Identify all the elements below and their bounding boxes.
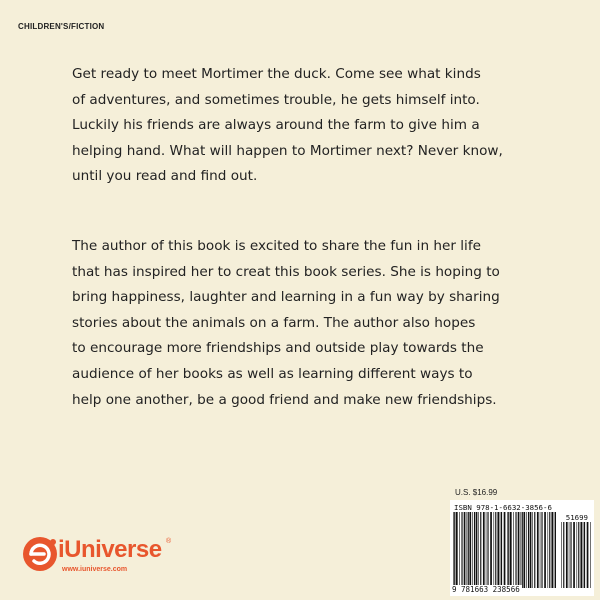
author-line: bring happiness, laughter and learning in a fun way by sharing [72,289,500,306]
barcode-bar [461,512,462,588]
category-label: CHILDREN'S/FICTION [18,22,105,31]
barcode-bar [507,512,508,588]
author-paragraph [72,234,536,413]
author-line: to encourage more friendships and outside play towards the [72,340,484,357]
description-line: Get ready to meet Mortimer the duck. Come see what kinds [72,66,481,82]
ean-digits: 9 781663 238566 [452,585,520,594]
barcode-bar [534,512,535,588]
barcode-bar [510,512,512,588]
barcode-bar [464,512,466,588]
price-addon-code: 51699 [565,513,588,522]
barcode-bar [523,512,525,588]
author-line: that has inspired her to creat this book series. She is hoping to [72,263,500,280]
barcode-bar [504,512,506,588]
barcode-bar [537,512,539,588]
description-line: until you read and find out. [72,168,258,185]
isbn-text: ISBN 978-1-6632-3856-6 [454,503,552,512]
barcode-bar [480,512,481,588]
author-line: audience of her books as well as learning different ways to [72,365,473,382]
barcode-bar [467,512,468,588]
barcode-bar [541,512,542,588]
barcode-bar [578,522,579,588]
barcode-bar [530,512,532,588]
barcode-bar [518,512,520,588]
barcode-bar [478,512,479,588]
ean-barcode-bars [452,512,556,588]
barcode-bar [522,512,523,588]
barcode-bar [551,512,553,588]
description-line: of adventures, and sometimes trouble, he gets himself into. [72,91,480,108]
addon-barcode-bars [560,522,592,588]
author-line: stories about the animals on a farm. The author also hopes [72,314,476,331]
description-paragraph [72,62,536,190]
barcode-bar [486,512,487,588]
barcode-bar [508,512,509,588]
barcode-bar [554,512,555,588]
barcode-bar [501,512,502,588]
barcode-bar [500,512,501,588]
barcode-bar [532,512,533,588]
author-line: help one another, be a good friend and make new friendships. [72,391,497,408]
barcode-bar [580,522,582,588]
barcode-bar [521,512,522,588]
description-line: helping hand. What will happen to Mortimer next? Never know, [72,142,503,159]
description-line: Luckily his friends are always around the farm to give him a [72,117,480,134]
barcode-bar [549,512,550,588]
barcode-bar [495,512,496,588]
barcode-bar [573,522,575,588]
barcode-bar [540,512,541,588]
barcode-bar [570,522,571,588]
barcode-bar [453,512,454,588]
barcode-bar [584,522,585,588]
barcode-bar [583,522,584,588]
publisher-url: www.iuniverse.com [62,566,128,573]
barcode-bar [544,512,546,588]
barcode-bar [590,522,591,588]
barcode-bar [490,512,492,588]
author-line: The author of this book is excited to share the fun in her life [72,238,481,254]
publisher-name: iUniverse [58,536,162,563]
barcode-bar [548,512,549,588]
barcode-bar [456,512,458,588]
registered-mark: ® [166,538,172,545]
barcode-bar [454,512,455,588]
barcode [450,500,594,596]
barcode-bar [577,522,578,588]
barcode-bar [569,522,570,588]
barcode-bar [468,512,469,588]
barcode-bar [497,512,499,588]
barcode-bar [561,522,562,588]
barcode-bar [566,522,568,588]
barcode-bar [494,512,495,588]
barcode-bar [515,512,516,588]
barcode-bar [555,512,556,588]
barcode-bar [487,512,488,588]
barcode-bar [483,512,485,588]
barcode-bar [526,512,527,588]
publisher-logo [20,532,180,582]
barcode-bar [459,512,460,588]
barcode-bar [469,512,471,588]
barcode-bar [528,512,529,588]
price-label: U.S. $16.99 [455,488,498,497]
barcode-bar [587,522,589,588]
barcode-bar [474,512,475,588]
barcode-bar [472,512,473,588]
barcode-bar [513,512,514,588]
barcode-bar [476,512,478,588]
barcode-bar [563,522,564,588]
iuniverse-logo-icon [20,534,60,574]
